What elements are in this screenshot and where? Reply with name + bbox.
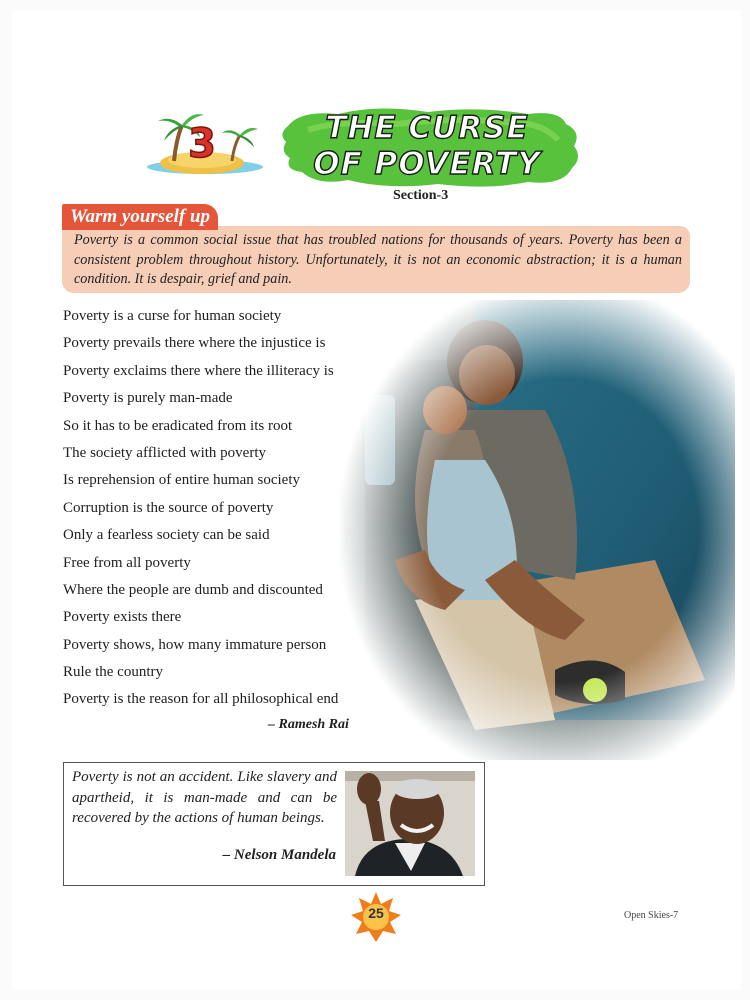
- chapter-title: [292, 110, 562, 182]
- poem-line: Poverty exists there: [63, 609, 182, 626]
- chapter-title-line2: OF POVERTY: [313, 146, 541, 182]
- poem-line: Is reprehension of entire human society: [63, 472, 301, 489]
- poem-line: Poverty prevails there where the injustice is: [63, 335, 326, 352]
- poem-line: Poverty is purely man-made: [63, 390, 233, 407]
- poem-line: Poverty exclaims there where the illiteracy is: [63, 362, 334, 379]
- poem-line: The society afflicted with poverty: [63, 444, 266, 461]
- quote-author: – Nelson Mandela: [222, 847, 336, 863]
- poem-line: Poverty shows, how many immature person: [63, 636, 327, 653]
- poem-line: Corruption is the source of poverty: [63, 499, 274, 516]
- poem-line: So it has to be eradicated from its root: [63, 417, 293, 434]
- poem-line: Rule the country: [63, 664, 163, 681]
- quote-text: Poverty is not an accident. Like slavery and apartheid, it is man-made and can be recovered by the actions of human beings.: [72, 769, 337, 826]
- poem-line: Poverty is a curse for human society: [63, 308, 282, 324]
- poem: [63, 305, 338, 716]
- poem-line: Poverty is the reason for all philosophical end: [63, 691, 339, 708]
- quote-box: [63, 762, 485, 886]
- warm-up-heading: Warm yourself up: [62, 204, 218, 230]
- poem-line: Where the people are dumb and discounted: [63, 581, 323, 598]
- page-number: 25: [368, 905, 384, 921]
- book-title: Open Skies-7: [624, 910, 679, 921]
- chapter-title-line1: THE CURSE: [325, 110, 529, 146]
- svg-text:3: 3: [188, 121, 216, 167]
- warm-up-text: Poverty is a common social issue that has troubled nations for thousands of years. Poverty has been a consistent problem throughout history. Unfortunately, it is not an economic abstraction; it is a human condition. It is despair, grief and pain.: [74, 232, 682, 287]
- mandela-photo: [345, 771, 475, 876]
- poem-line: Free from all poverty: [63, 554, 191, 571]
- poem-author: – Ramesh Rai: [268, 717, 349, 732]
- island-icon: [140, 105, 265, 180]
- children-photo: [325, 300, 735, 760]
- section-label: Section-3: [393, 188, 449, 203]
- poem-line: Only a fearless society can be said: [63, 527, 270, 544]
